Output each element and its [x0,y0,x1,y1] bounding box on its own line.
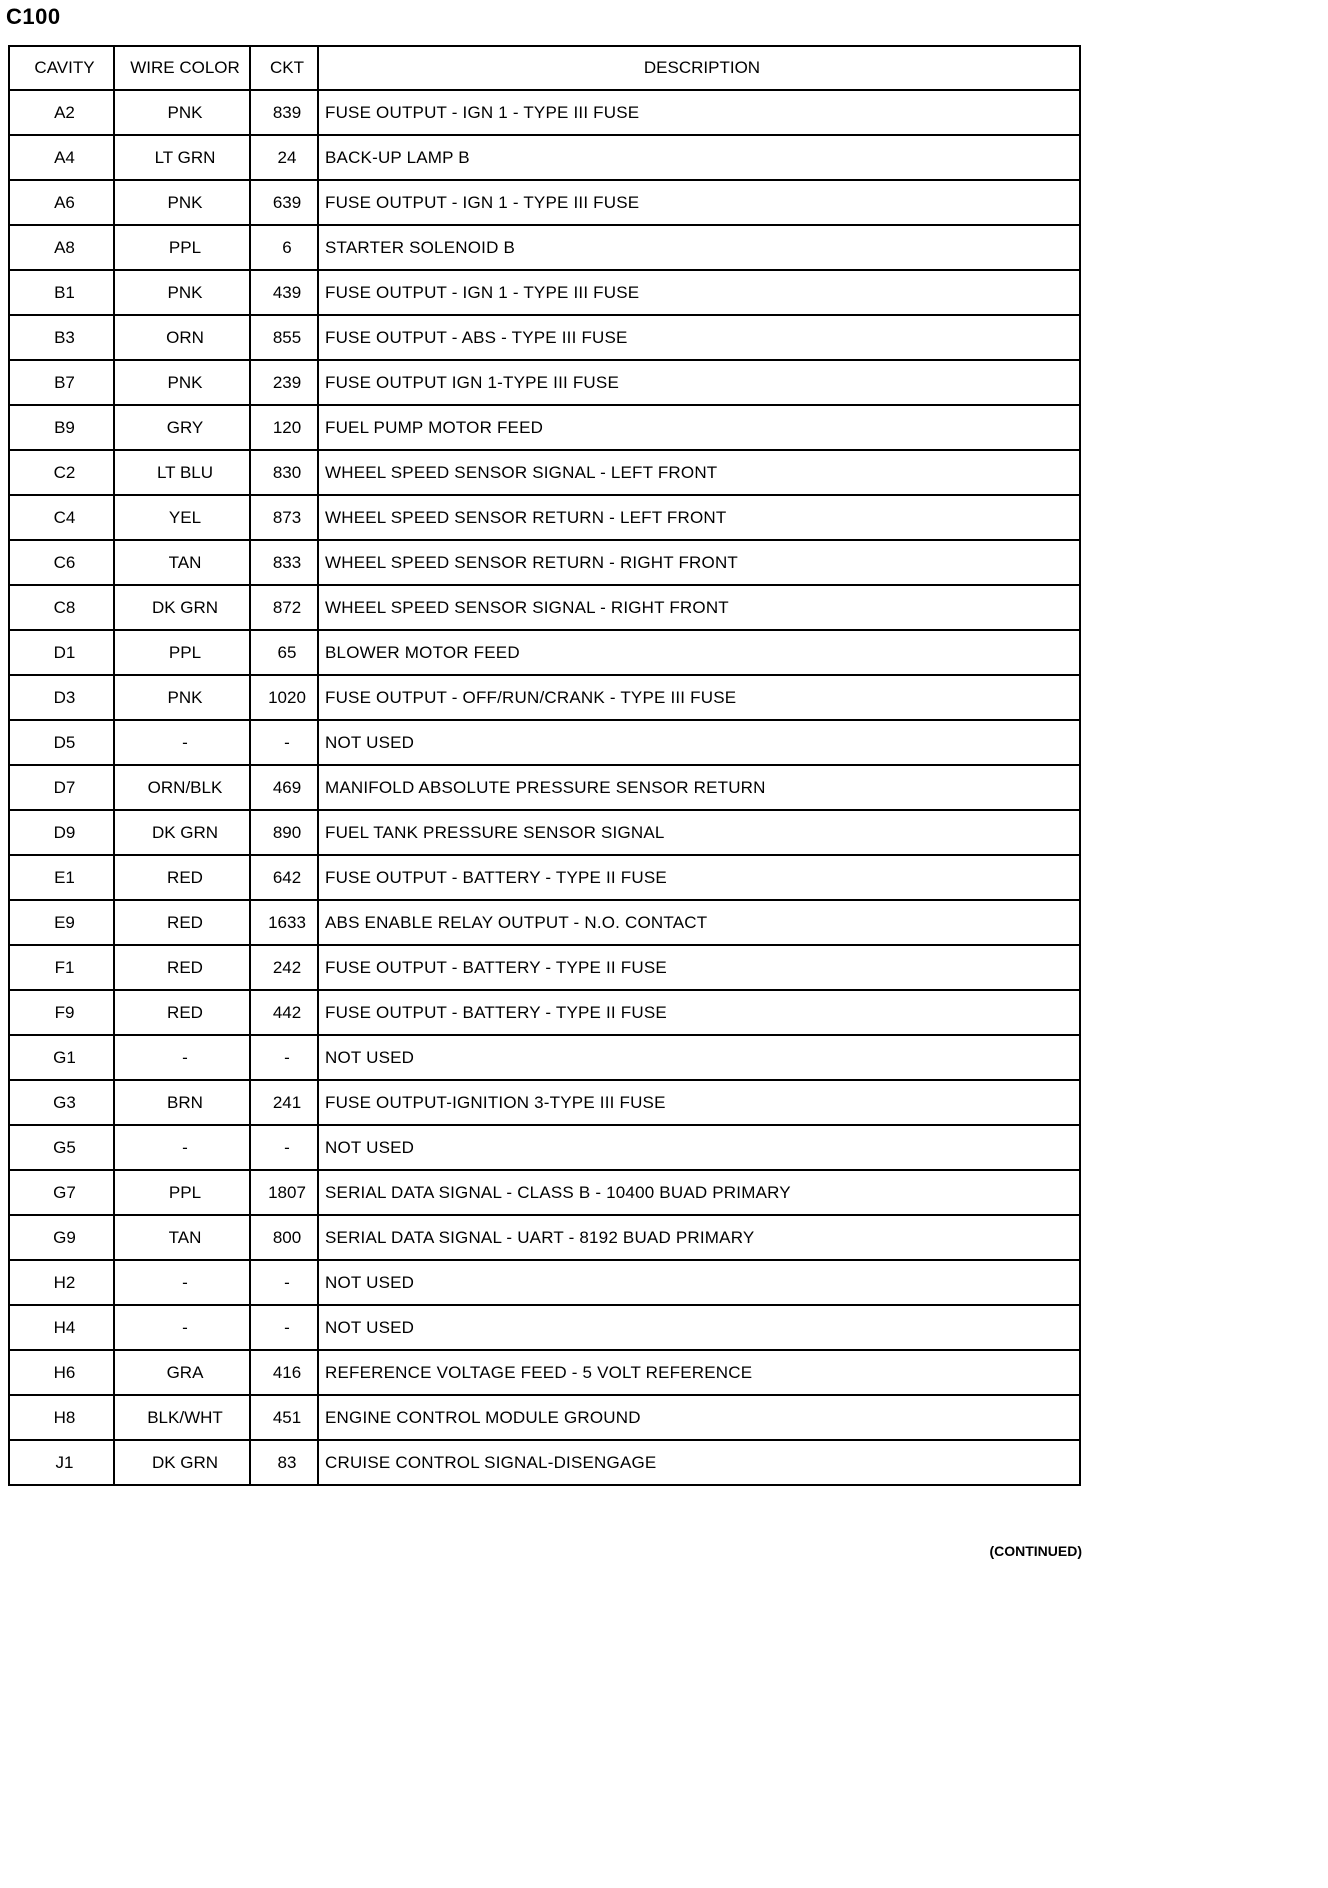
cell-ckt: 6 [250,225,318,270]
cell-ckt: 1020 [250,675,318,720]
cell-description: WHEEL SPEED SENSOR RETURN - LEFT FRONT [318,495,1080,540]
cell-cavity: G9 [9,1215,114,1260]
cell-cavity: D5 [9,720,114,765]
cell-cavity: H6 [9,1350,114,1395]
cell-wire-color: - [114,1305,250,1350]
cell-cavity: C4 [9,495,114,540]
cell-cavity: E1 [9,855,114,900]
table-row [9,1395,1080,1440]
cell-description: FUSE OUTPUT - IGN 1 - TYPE III FUSE [318,270,1080,315]
cell-ckt: 1633 [250,900,318,945]
table-body [9,90,1080,1485]
cell-description: ENGINE CONTROL MODULE GROUND [318,1395,1080,1440]
cell-cavity: G3 [9,1080,114,1125]
cell-wire-color: ORN/BLK [114,765,250,810]
cell-description: FUSE OUTPUT - OFF/RUN/CRANK - TYPE III FUSE [318,675,1080,720]
cell-description: FUSE OUTPUT - BATTERY - TYPE II FUSE [318,990,1080,1035]
cell-description: FUSE OUTPUT - IGN 1 - TYPE III FUSE [318,180,1080,225]
cell-wire-color: DK GRN [114,810,250,855]
cell-description: FUEL TANK PRESSURE SENSOR SIGNAL [318,810,1080,855]
cell-cavity: A2 [9,90,114,135]
cell-ckt: 24 [250,135,318,180]
cell-description: WHEEL SPEED SENSOR SIGNAL - LEFT FRONT [318,450,1080,495]
cell-description: REFERENCE VOLTAGE FEED - 5 VOLT REFERENCE [318,1350,1080,1395]
header-wire-color: WIRE COLOR [114,46,250,90]
cell-wire-color: RED [114,945,250,990]
table-row [9,450,1080,495]
table-row [9,585,1080,630]
table-row [9,1170,1080,1215]
cell-ckt: 872 [250,585,318,630]
cell-wire-color: BLK/WHT [114,1395,250,1440]
cell-ckt: 800 [250,1215,318,1260]
cell-ckt: 241 [250,1080,318,1125]
cell-cavity: H8 [9,1395,114,1440]
cell-wire-color: DK GRN [114,585,250,630]
header-row [9,46,1080,90]
cell-description: MANIFOLD ABSOLUTE PRESSURE SENSOR RETURN [318,765,1080,810]
cell-cavity: H2 [9,1260,114,1305]
cell-description: FUSE OUTPUT - ABS - TYPE III FUSE [318,315,1080,360]
cell-cavity: D1 [9,630,114,675]
table-row [9,90,1080,135]
cell-wire-color: PNK [114,270,250,315]
cell-cavity: D9 [9,810,114,855]
table-row [9,945,1080,990]
cell-ckt: 639 [250,180,318,225]
cell-wire-color: RED [114,990,250,1035]
table-row [9,270,1080,315]
table-row [9,990,1080,1035]
cell-cavity: A4 [9,135,114,180]
table-row [9,135,1080,180]
cell-cavity: A8 [9,225,114,270]
continued-note: (CONTINUED) [989,1543,1082,1559]
page-title: C100 [6,4,61,29]
cell-ckt: 442 [250,990,318,1035]
cell-wire-color: YEL [114,495,250,540]
cell-ckt: - [250,720,318,765]
table-row [9,1305,1080,1350]
cell-ckt: 855 [250,315,318,360]
cell-cavity: G7 [9,1170,114,1215]
table-header [9,46,1080,90]
cell-ckt: - [250,1125,318,1170]
cell-cavity: F1 [9,945,114,990]
table-row [9,630,1080,675]
cell-ckt: 1807 [250,1170,318,1215]
cell-ckt: 83 [250,1440,318,1485]
cell-description: FUSE OUTPUT - BATTERY - TYPE II FUSE [318,945,1080,990]
table-row [9,765,1080,810]
cell-wire-color: - [114,1035,250,1080]
table-row [9,1350,1080,1395]
cell-wire-color: - [114,1260,250,1305]
cell-wire-color: PPL [114,1170,250,1215]
cell-wire-color: GRY [114,405,250,450]
cell-wire-color: ORN [114,315,250,360]
cell-ckt: 833 [250,540,318,585]
cell-cavity: J1 [9,1440,114,1485]
cell-ckt: 242 [250,945,318,990]
cell-ckt: 839 [250,90,318,135]
cell-wire-color: PNK [114,675,250,720]
cell-ckt: 451 [250,1395,318,1440]
cell-wire-color: - [114,1125,250,1170]
cell-cavity: F9 [9,990,114,1035]
cell-cavity: C2 [9,450,114,495]
cell-wire-color: PPL [114,630,250,675]
cell-wire-color: TAN [114,540,250,585]
cell-cavity: B1 [9,270,114,315]
cell-ckt: 642 [250,855,318,900]
header-ckt: CKT [250,46,318,90]
cell-description: FUEL PUMP MOTOR FEED [318,405,1080,450]
cell-cavity: E9 [9,900,114,945]
table-row [9,810,1080,855]
cell-description: NOT USED [318,1125,1080,1170]
table-row [9,1260,1080,1305]
table-row [9,225,1080,270]
cell-description: NOT USED [318,1260,1080,1305]
cell-ckt: 65 [250,630,318,675]
cell-ckt: 416 [250,1350,318,1395]
table-row [9,495,1080,540]
table-row [9,900,1080,945]
cell-wire-color: PNK [114,180,250,225]
header-description: DESCRIPTION [318,46,1080,90]
cell-description: BLOWER MOTOR FEED [318,630,1080,675]
table-row [9,180,1080,225]
cell-description: SERIAL DATA SIGNAL - UART - 8192 BUAD PRIMARY [318,1215,1080,1260]
cell-description: STARTER SOLENOID B [318,225,1080,270]
cell-description: FUSE OUTPUT - BATTERY - TYPE II FUSE [318,855,1080,900]
table-row [9,675,1080,720]
cell-wire-color: PNK [114,360,250,405]
cell-description: NOT USED [318,720,1080,765]
cell-ckt: 239 [250,360,318,405]
cell-ckt: 469 [250,765,318,810]
cell-ckt: 890 [250,810,318,855]
cell-cavity: B7 [9,360,114,405]
cell-wire-color: DK GRN [114,1440,250,1485]
cell-wire-color: - [114,720,250,765]
cell-cavity: B9 [9,405,114,450]
cell-ckt: 830 [250,450,318,495]
cell-ckt: 873 [250,495,318,540]
table-row [9,855,1080,900]
table-row [9,1440,1080,1485]
cell-wire-color: BRN [114,1080,250,1125]
table-row [9,1080,1080,1125]
cell-wire-color: PNK [114,90,250,135]
cell-wire-color: LT GRN [114,135,250,180]
cell-ckt: - [250,1305,318,1350]
table-row [9,540,1080,585]
cell-description: NOT USED [318,1035,1080,1080]
cell-description: BACK-UP LAMP B [318,135,1080,180]
cell-description: FUSE OUTPUT - IGN 1 - TYPE III FUSE [318,90,1080,135]
header-cavity: CAVITY [9,46,114,90]
cell-description: WHEEL SPEED SENSOR SIGNAL - RIGHT FRONT [318,585,1080,630]
table-row [9,1125,1080,1170]
cell-description: FUSE OUTPUT IGN 1-TYPE III FUSE [318,360,1080,405]
table-row [9,315,1080,360]
cell-cavity: D3 [9,675,114,720]
connector-table [8,45,1081,1486]
table-row [9,360,1080,405]
table-row [9,1215,1080,1260]
cell-description: WHEEL SPEED SENSOR RETURN - RIGHT FRONT [318,540,1080,585]
cell-wire-color: TAN [114,1215,250,1260]
cell-cavity: G1 [9,1035,114,1080]
cell-cavity: A6 [9,180,114,225]
cell-wire-color: RED [114,900,250,945]
cell-description: FUSE OUTPUT-IGNITION 3-TYPE III FUSE [318,1080,1080,1125]
table-row [9,720,1080,765]
table-row [9,1035,1080,1080]
cell-cavity: C8 [9,585,114,630]
table-row [9,405,1080,450]
cell-cavity: H4 [9,1305,114,1350]
cell-cavity: B3 [9,315,114,360]
cell-ckt: - [250,1260,318,1305]
cell-wire-color: PPL [114,225,250,270]
cell-cavity: C6 [9,540,114,585]
cell-ckt: - [250,1035,318,1080]
cell-description: SERIAL DATA SIGNAL - CLASS B - 10400 BUAD PRIMARY [318,1170,1080,1215]
cell-cavity: G5 [9,1125,114,1170]
cell-ckt: 120 [250,405,318,450]
cell-description: CRUISE CONTROL SIGNAL-DISENGAGE [318,1440,1080,1485]
cell-wire-color: GRA [114,1350,250,1395]
cell-wire-color: LT BLU [114,450,250,495]
cell-ckt: 439 [250,270,318,315]
cell-description: ABS ENABLE RELAY OUTPUT - N.O. CONTACT [318,900,1080,945]
cell-wire-color: RED [114,855,250,900]
cell-cavity: D7 [9,765,114,810]
cell-description: NOT USED [318,1305,1080,1350]
